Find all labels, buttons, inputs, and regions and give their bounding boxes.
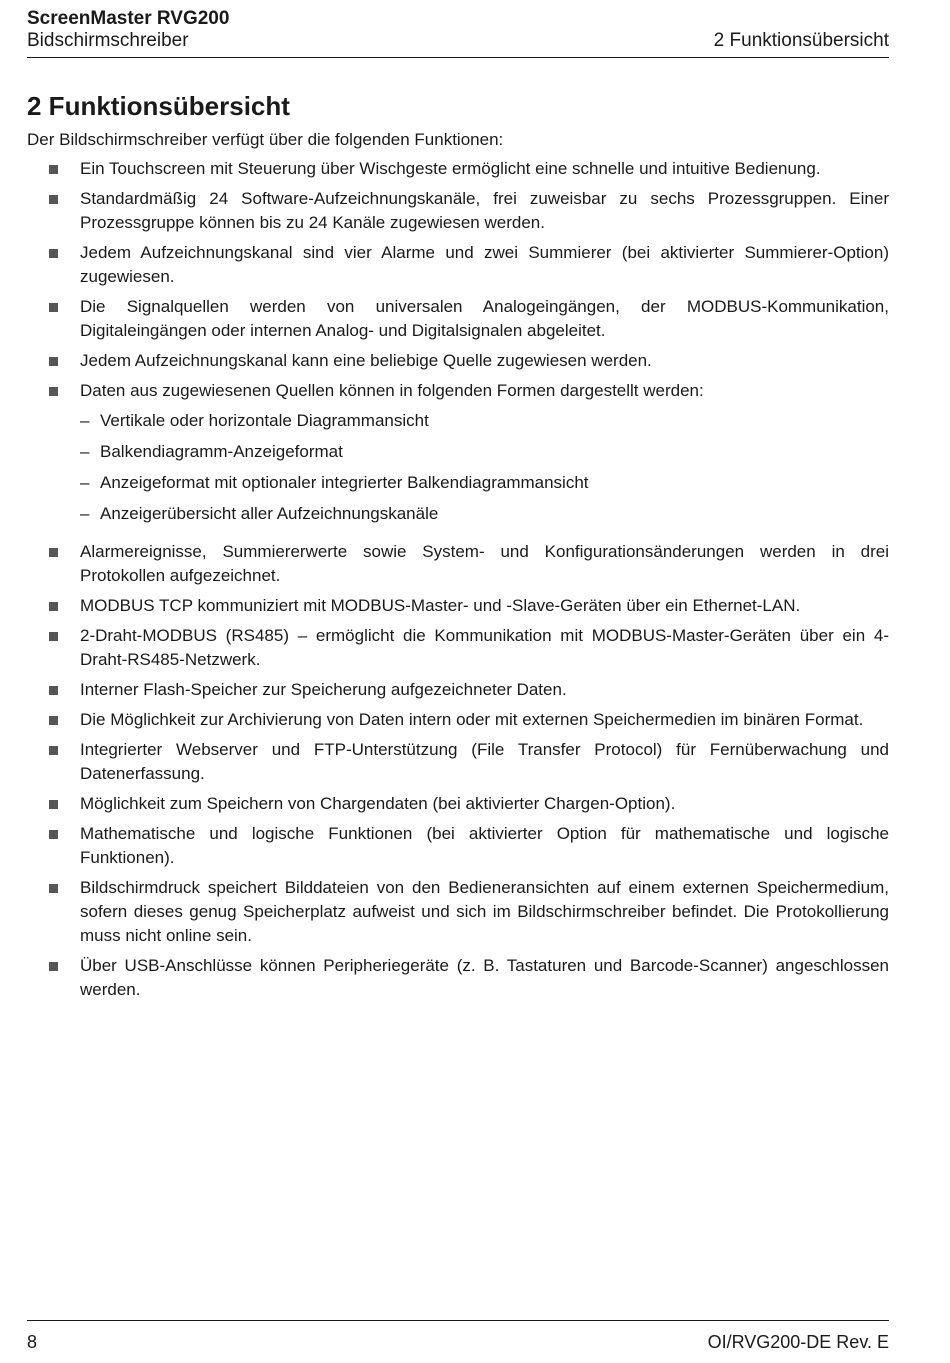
- list-item-text: Ein Touchscreen mit Steuerung über Wischgeste ermöglicht eine schnelle und intuitive Bedienung.: [80, 159, 821, 178]
- dash-bullet: –: [80, 504, 90, 523]
- square-bullet-icon: [49, 746, 58, 755]
- sub-list-item: [80, 502, 889, 526]
- dash-bullet: –: [80, 473, 90, 492]
- feature-list: [27, 157, 889, 1008]
- dash-bullet: –: [80, 411, 90, 430]
- list-item: [27, 792, 889, 816]
- square-bullet-icon: [49, 632, 58, 641]
- list-item-text: Mathematische und logische Funktionen (bei aktivierter Option für mathematische und logische Funktionen).: [80, 824, 889, 867]
- document-page: [27, 0, 889, 1363]
- list-item: [27, 295, 889, 343]
- sub-list-item-text: Balkendiagramm-Anzeigeformat: [100, 442, 343, 461]
- list-item-text: Die Signalquellen werden von universalen Analogeingängen, der MODBUS-Kommunikation, Digitaleingängen oder internen Analog- und Digitalsignalen abgeleitet.: [80, 297, 889, 340]
- list-item-text: Standardmäßig 24 Software-Aufzeichnungskanäle, frei zuweisbar zu sechs Prozessgruppen. Einer Prozessgruppe können bis zu 24 Kanäle zugewiesen werden.: [80, 189, 889, 232]
- dash-bullet: –: [80, 442, 90, 461]
- footer-document-id: OI/RVG200-DE Rev. E: [707, 1332, 889, 1352]
- square-bullet-icon: [49, 548, 58, 557]
- list-item-text: Über USB-Anschlüsse können Peripheriegeräte (z. B. Tastaturen und Barcode-Scanner) angeschlossen werden.: [80, 956, 889, 999]
- list-item-text: 2-Draht-MODBUS (RS485) – ermöglicht die Kommunikation mit MODBUS-Master-Geräten über ein 4-Draht-RS485-Netzwerk.: [80, 626, 889, 669]
- square-bullet-icon: [49, 800, 58, 809]
- page-title: 2 Funktionsübersicht: [27, 91, 290, 121]
- list-item: [27, 738, 889, 786]
- square-bullet-icon: [49, 602, 58, 611]
- page-footer: [27, 1320, 889, 1361]
- list-item-text: Die Möglichkeit zur Archivierung von Daten intern oder mit externen Speichermedien im binären Format.: [80, 710, 864, 729]
- header-product-name: ScreenMaster RVG200: [27, 8, 230, 29]
- list-item: [27, 678, 889, 702]
- page-header: [27, 7, 889, 58]
- square-bullet-icon: [49, 884, 58, 893]
- square-bullet-icon: [49, 249, 58, 258]
- list-item: [27, 876, 889, 948]
- sub-list-item: [80, 471, 889, 495]
- square-bullet-icon: [49, 387, 58, 396]
- square-bullet-icon: [49, 830, 58, 839]
- list-item: [27, 379, 889, 526]
- list-item-text: Integrierter Webserver und FTP-Unterstützung (File Transfer Protocol) für Fernüberwachung und Datenerfassung.: [80, 740, 889, 783]
- list-item: [27, 187, 889, 235]
- list-item: [27, 540, 889, 588]
- square-bullet-icon: [49, 716, 58, 725]
- sub-list-item: [80, 409, 889, 433]
- list-item-text: Jedem Aufzeichnungskanal sind vier Alarme und zwei Summierer (bei aktivierter Summierer-Option) zugewiesen.: [80, 243, 889, 286]
- list-item-text: Interner Flash-Speicher zur Speicherung aufgezeichneter Daten.: [80, 680, 567, 699]
- footer-page-number: 8: [27, 1332, 38, 1352]
- list-item: [27, 822, 889, 870]
- square-bullet-icon: [49, 303, 58, 312]
- header-subtitle: Bidschirmschreiber: [27, 30, 189, 51]
- square-bullet-icon: [49, 686, 58, 695]
- list-item: [27, 157, 889, 181]
- header-section-title: 2 Funktionsübersicht: [713, 30, 889, 51]
- list-item: [27, 241, 889, 289]
- square-bullet-icon: [49, 195, 58, 204]
- sub-list-item-text: Vertikale oder horizontale Diagrammansicht: [100, 411, 429, 430]
- list-item-text: Bildschirmdruck speichert Bilddateien von den Bedieneransichten auf einem externen Speichermedium, sofern dieses genug Speicherplatz aufweist und sich im Bildschirmschreiber befindet. Die Protokollierung muss nicht online sein.: [80, 878, 889, 945]
- list-item: [27, 594, 889, 618]
- square-bullet-icon: [49, 357, 58, 366]
- list-item-text: Jedem Aufzeichnungskanal kann eine beliebige Quelle zugewiesen werden.: [80, 351, 652, 370]
- square-bullet-icon: [49, 165, 58, 174]
- list-item-text: Möglichkeit zum Speichern von Chargendaten (bei aktivierter Chargen-Option).: [80, 794, 676, 813]
- intro-text: Der Bildschirmschreiber verfügt über die folgenden Funktionen:: [27, 130, 504, 149]
- list-item: [27, 349, 889, 373]
- list-item: [27, 624, 889, 672]
- list-item-text: MODBUS TCP kommuniziert mit MODBUS-Master- und -Slave-Geräten über ein Ethernet-LAN.: [80, 596, 801, 615]
- list-item-text: Alarmereignisse, Summiererwerte sowie System- und Konfigurationsänderungen werden in drei Protokollen aufgezeichnet.: [80, 542, 889, 585]
- display-forms-list: [80, 409, 889, 526]
- list-item-text: Daten aus zugewiesenen Quellen können in folgenden Formen dargestellt werden:: [80, 381, 704, 400]
- square-bullet-icon: [49, 962, 58, 971]
- list-item: [27, 708, 889, 732]
- list-item: [27, 954, 889, 1002]
- sub-list-item-text: Anzeigeformat mit optionaler integrierter Balkendiagrammansicht: [100, 473, 589, 492]
- sub-list-item: [80, 440, 889, 464]
- sub-list-item-text: Anzeigerübersicht aller Aufzeichnungskanäle: [100, 504, 439, 523]
